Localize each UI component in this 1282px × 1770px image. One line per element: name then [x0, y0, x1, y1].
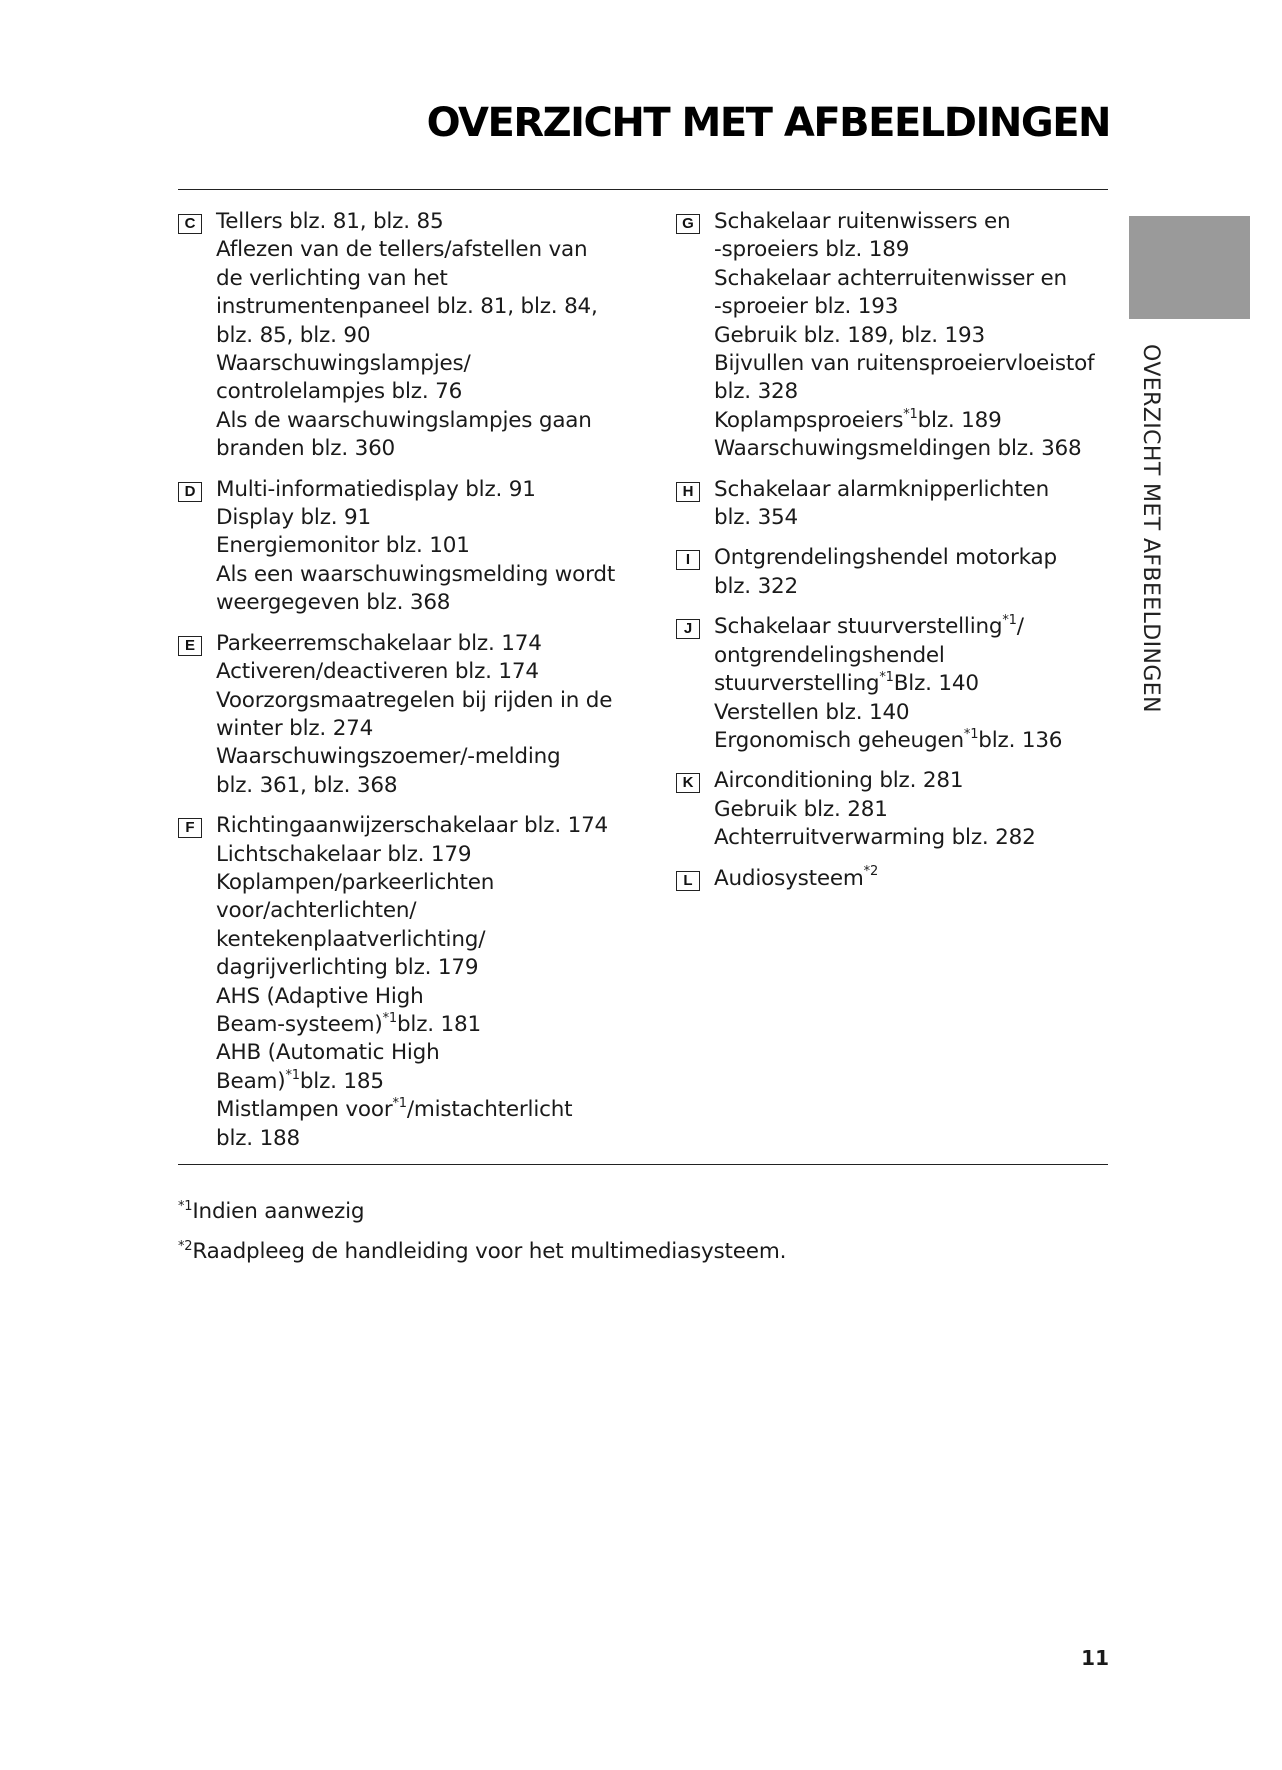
entry-line: [216, 1096, 638, 1124]
entry-line: [216, 435, 638, 463]
entry-text: Energiemonitor blz. 101: [216, 533, 470, 559]
entry-text: Schakelaar stuurverstelling: [714, 614, 1003, 640]
entry-lines: [714, 865, 1116, 893]
entry-text: Ontgrendelingshendel motorkap: [714, 545, 1057, 571]
entry-line: [216, 897, 638, 925]
entry-line: [714, 208, 1116, 236]
footnotes: [178, 1198, 786, 1278]
entry-text: branden blz. 360: [216, 436, 396, 462]
entry-line: [216, 630, 638, 658]
entry-line: [216, 350, 638, 378]
entry-line: [216, 1011, 638, 1039]
entry-line: [714, 573, 1116, 601]
footnote-marker: *1: [1002, 613, 1017, 629]
entry-text: Waarschuwingslampjes/: [216, 351, 471, 377]
entry-line: [714, 476, 1116, 504]
entry-line: [714, 767, 1116, 795]
entry-text: dagrijverlichting blz. 179: [216, 955, 479, 981]
entry-text: kentekenplaatverlichting/: [216, 926, 486, 952]
entry-text: Schakelaar ruitenwissers en: [714, 209, 1011, 234]
entry-text: /: [1016, 614, 1024, 640]
top-divider: [178, 189, 1108, 190]
entry-text: blz. 361, blz. 368: [216, 772, 398, 798]
entry-lines: [714, 544, 1116, 601]
entry-text: weergegeven blz. 368: [216, 590, 451, 616]
entry-text: Achterruitverwarming blz. 282: [714, 825, 1036, 851]
entry-text: blz. 185: [299, 1068, 384, 1094]
callout-letter-box: J: [676, 619, 700, 639]
entry-line: [216, 772, 638, 800]
index-entry: [676, 865, 1116, 893]
entry-line: [714, 378, 1116, 406]
entry-line: [216, 1125, 638, 1153]
entry-lines: [216, 812, 638, 1153]
entry-line: [714, 544, 1116, 572]
entry-lines: [714, 208, 1116, 464]
entry-text: winter blz. 274: [216, 715, 374, 741]
entry-text: Blz. 140: [893, 671, 979, 697]
entry-text: Waarschuwingsmeldingen blz. 368: [714, 436, 1082, 462]
entry-line: [216, 812, 638, 840]
footnote-marker: *1: [879, 669, 894, 685]
entry-text: Parkeerremschakelaar blz. 174: [216, 630, 542, 656]
entry-text: Waarschuwingszoemer/-melding: [216, 744, 561, 770]
entry-text: Aflezen van de tellers/afstellen van: [216, 237, 588, 263]
entry-line: [216, 658, 638, 686]
footnote: [178, 1198, 786, 1226]
entry-text: voor/achterlichten/: [216, 898, 417, 924]
index-entry: [676, 208, 1116, 464]
footnote-mark: *2: [178, 1238, 193, 1254]
entry-text: Beam-systeem): [216, 1011, 383, 1037]
entry-line: [216, 1068, 638, 1096]
entry-text: AHB (Automatic High: [216, 1040, 440, 1066]
section-tab: [1129, 216, 1250, 319]
entry-line: [216, 532, 638, 560]
entry-lines: [714, 613, 1116, 755]
entry-line: [714, 613, 1116, 641]
entry-text: /mistachterlicht: [406, 1097, 573, 1123]
callout-letter-box: H: [676, 482, 700, 502]
entry-text: Verstellen blz. 140: [714, 699, 910, 725]
entry-line: [216, 265, 638, 293]
entry-line: [714, 642, 1116, 670]
page-number: 11: [1081, 1646, 1109, 1670]
entry-text: stuurverstelling: [714, 671, 880, 697]
footnote-marker: *1: [382, 1010, 397, 1026]
entry-text: Tellers blz. 81, blz. 85: [216, 209, 444, 234]
entry-line: [216, 561, 638, 589]
entry-line: [216, 743, 638, 771]
entry-line: [216, 1039, 638, 1067]
entry-line: [714, 407, 1116, 435]
entry-line: [216, 954, 638, 982]
entry-text: Gebruik blz. 281: [714, 796, 888, 822]
entry-text: Koplampen/parkeerlichten: [216, 869, 495, 895]
entry-line: [216, 208, 638, 236]
index-entry: [178, 630, 638, 800]
entry-line: [216, 476, 638, 504]
callout-letter-box: E: [178, 636, 202, 656]
entry-line: [714, 350, 1116, 378]
entry-text: Voorzorgsmaatregelen bij rijden in de: [216, 687, 613, 713]
footnote-text: Raadpleeg de handleiding voor het multimediasysteem.: [192, 1239, 787, 1264]
entry-text: blz. 328: [714, 379, 799, 405]
entry-text: instrumentenpaneel blz. 81, blz. 84,: [216, 294, 598, 320]
entry-text: Koplampsproeiers: [714, 407, 904, 433]
entry-text: Bijvullen van ruitensproeiervloeistof: [714, 351, 1095, 377]
entry-text: Gebruik blz. 189, blz. 193: [714, 322, 985, 348]
callout-letter-box: I: [676, 550, 700, 570]
entry-text: blz. 136: [978, 727, 1063, 753]
entry-line: [216, 293, 638, 321]
callout-letter-box: L: [676, 871, 700, 891]
entry-line: [216, 378, 638, 406]
entry-text: -sproeiers blz. 189: [714, 237, 910, 263]
entry-text: blz. 354: [714, 505, 799, 531]
entry-lines: [216, 476, 638, 618]
entry-line: [714, 504, 1116, 532]
footnote-marker: *2: [863, 864, 879, 880]
entry-line: [714, 796, 1116, 824]
entry-line: [216, 504, 638, 532]
callout-letter-box: K: [676, 773, 700, 793]
page-title: OVERZICHT MET AFBEELDINGEN: [426, 100, 1110, 146]
entry-line: [714, 670, 1116, 698]
index-entry: [178, 476, 638, 618]
index-entry: [676, 613, 1116, 755]
footnote-marker: *1: [903, 406, 918, 422]
entry-lines: [714, 767, 1116, 852]
entry-text: Ergonomisch geheugen: [714, 727, 964, 753]
callout-letter-box: G: [676, 214, 700, 234]
entry-text: blz. 188: [216, 1125, 301, 1151]
footnote-marker: *1: [392, 1096, 407, 1112]
entry-line: [216, 407, 638, 435]
entry-line: [714, 265, 1116, 293]
entry-line: [714, 865, 1116, 893]
entry-line: [714, 236, 1116, 264]
entry-text: Mistlampen voor: [216, 1097, 393, 1123]
entry-line: [714, 727, 1116, 755]
entry-lines: [216, 630, 638, 800]
entry-line: [216, 926, 638, 954]
entry-line: [714, 435, 1116, 463]
section-tab-label: OVERZICHT MET AFBEELDINGEN: [1138, 344, 1163, 713]
footnote: [178, 1238, 786, 1266]
index-entry: [676, 544, 1116, 601]
entry-text: Richtingaanwijzerschakelaar blz. 174: [216, 813, 609, 839]
entry-text: blz. 189: [917, 407, 1002, 433]
entry-text: blz. 322: [714, 573, 799, 599]
entry-line: [216, 236, 638, 264]
entry-text: ontgrendelingshendel: [714, 642, 945, 668]
callout-letter-box: F: [178, 818, 202, 838]
entry-text: Display blz. 91: [216, 505, 372, 531]
index-entry: [178, 812, 638, 1153]
bottom-divider: [178, 1164, 1108, 1165]
entry-text: Schakelaar alarmknipperlichten: [714, 476, 1049, 502]
entry-line: [216, 687, 638, 715]
entry-text: Lichtschakelaar blz. 179: [216, 841, 472, 867]
entry-line: [216, 715, 638, 743]
entry-text: Multi-informatiedisplay blz. 91: [216, 476, 536, 502]
entry-text: Als een waarschuwingsmelding wordt: [216, 561, 616, 587]
callout-letter-box: C: [178, 214, 202, 234]
entry-text: Beam): [216, 1068, 286, 1094]
entry-text: Audiosysteem: [714, 865, 864, 891]
entry-text: AHS (Adaptive High: [216, 983, 424, 1009]
entry-text: Schakelaar achterruitenwisser en: [714, 265, 1067, 291]
left-column: [178, 208, 638, 1165]
entry-text: controlelampjes blz. 76: [216, 379, 463, 405]
footnote-marker: *1: [963, 726, 979, 742]
index-entry: [676, 767, 1116, 852]
entry-lines: [714, 476, 1116, 533]
entry-text: Activeren/deactiveren blz. 174: [216, 659, 539, 685]
entry-line: [714, 824, 1116, 852]
entry-line: [714, 293, 1116, 321]
entry-text: de verlichting van het: [216, 265, 448, 291]
entry-line: [216, 322, 638, 350]
footnote-text: Indien aanwezig: [192, 1199, 365, 1224]
entry-line: [216, 869, 638, 897]
callout-letter-box: D: [178, 482, 202, 502]
entry-text: -sproeier blz. 193: [714, 294, 899, 320]
entry-lines: [216, 208, 638, 464]
entry-line: [216, 841, 638, 869]
entry-text: Airconditioning blz. 281: [714, 768, 964, 794]
entry-line: [216, 589, 638, 617]
index-entry: [676, 476, 1116, 533]
entry-text: blz. 181: [396, 1011, 481, 1037]
entry-line: [714, 699, 1116, 727]
index-entry: [178, 208, 638, 464]
entry-line: [216, 983, 638, 1011]
footnote-mark: *1: [178, 1198, 193, 1214]
right-column: [676, 208, 1116, 905]
entry-text: Als de waarschuwingslampjes gaan: [216, 407, 592, 433]
footnote-marker: *1: [285, 1067, 300, 1083]
entry-line: [714, 322, 1116, 350]
entry-text: blz. 85, blz. 90: [216, 322, 371, 348]
